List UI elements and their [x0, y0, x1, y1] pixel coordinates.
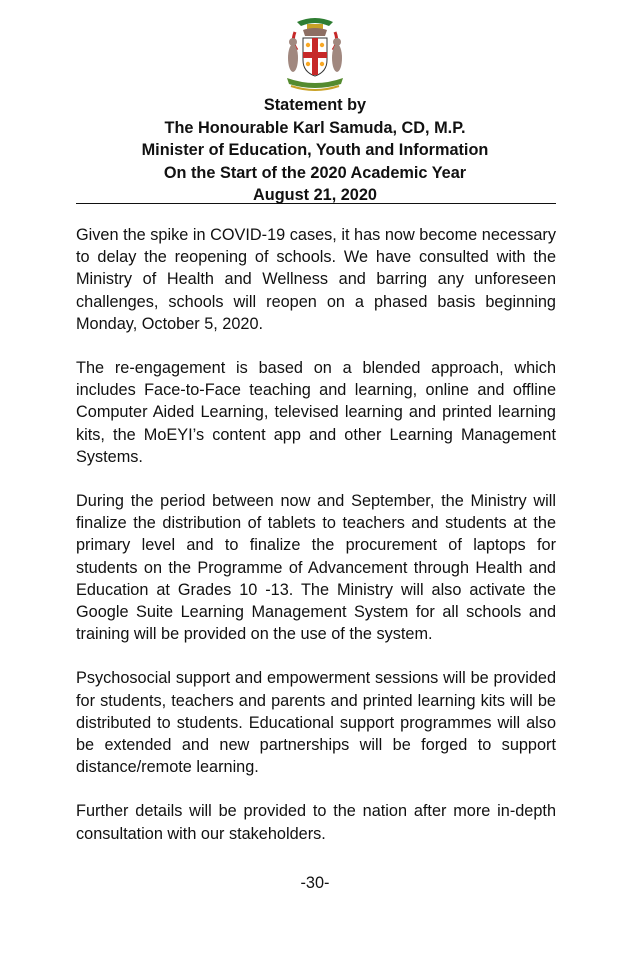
header-line-minister-name: The Honourable Karl Samuda, CD, M.P.: [164, 118, 466, 137]
statement-header: [76, 94, 554, 207]
paragraph: During the period between now and September, the Ministry will finalize the distribution of tablets to teachers and students at the primary level and to finalize the procurement of laptops for students on the Programme of Advancement through Health and Education at Grades 10 -13. The Ministry will also activate the Google Suite Learning Management System for all schools and training will be provided on the use of the system.: [76, 492, 556, 644]
statement-body: [76, 224, 556, 867]
paragraph: Further details will be provided to the nation after more in-depth consultation with our stakeholders.: [76, 802, 556, 843]
header-line-ministry: Minister of Education, Youth and Information: [141, 141, 489, 159]
page-number: -30-: [300, 874, 330, 892]
header-line-subject: On the Start of the 2020 Academic Year: [163, 163, 467, 182]
paragraph: Psychosocial support and empowerment sessions will be provided for students, teachers and parents and printed learning kits will be distributed to students. Educational support programmes will also be extended and new partnerships will be forged to support distance/remote learning.: [76, 669, 556, 777]
header-line-statement-by: Statement by: [263, 96, 367, 114]
coat-of-arms-icon: [277, 14, 353, 94]
header-divider: [76, 203, 556, 204]
paragraph: Given the spike in COVID-19 cases, it has now become necessary to delay the reopening of schools. We have consulted with the Ministry of Health and Wellness and barring any unforeseen challenges, schools will reopen on a phased basis beginning Monday, October 5, 2020.: [76, 226, 556, 333]
header-line-date: August 21, 2020: [253, 186, 377, 204]
paragraph: The re-engagement is based on a blended approach, which includes Face-to-Face teaching and learning, online and offline Computer Aided Learning, televised learning and printed learning kits, the MoEYI’s content app and other Learning Management Systems.: [76, 359, 556, 466]
